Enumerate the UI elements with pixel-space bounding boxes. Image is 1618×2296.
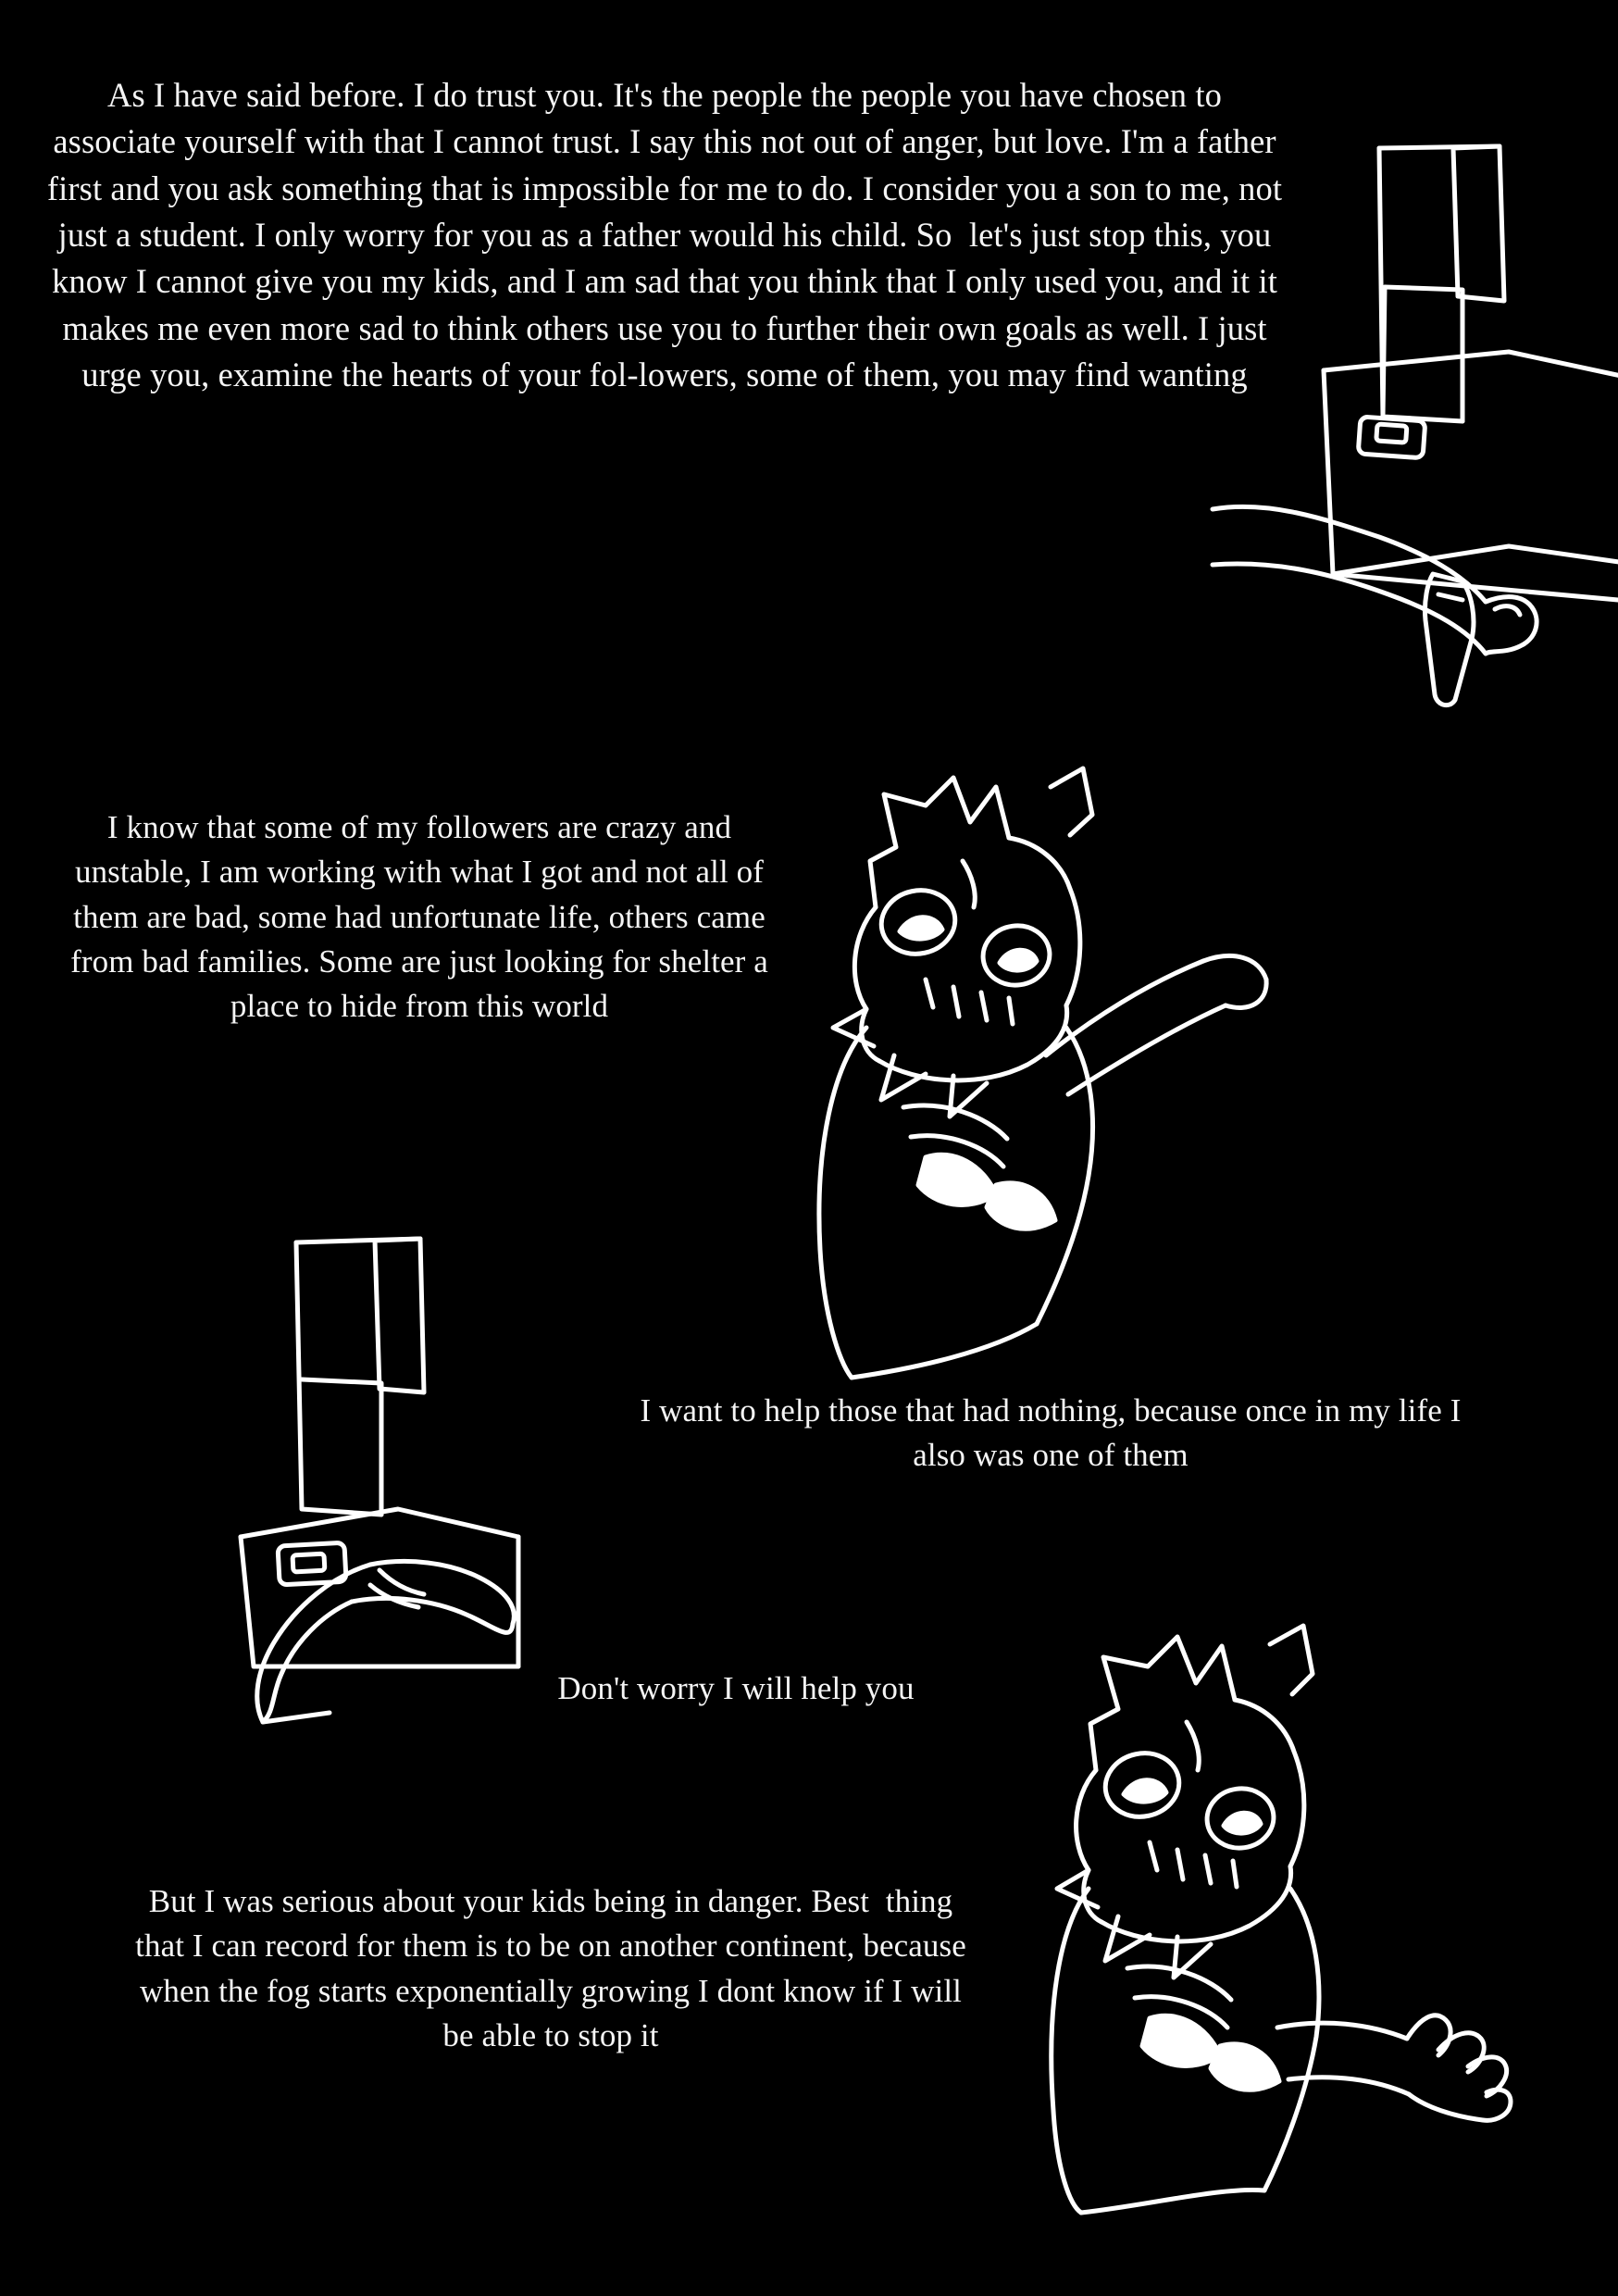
- panel-3-dialogue: I want to help those that had nothing, because once in my life I also was one of them: [640, 1392, 1470, 1474]
- art-masked-figure-lower: [1046, 1565, 1527, 2203]
- panel-1-dialogue: As I have said before. I do trust you. It's the people the people you have chosen to associate yourself with that I cannot trust. I say this not out of anger, but love. I'm a father first and you ask something that is impossible for me to do. I consider you a son to me, not just a student. I only worry for you as a father would his child. So let's just stop this, you know I cannot give you my kids, and I am sad that you think that I only used you, and it it makes me even more sad to think others use you to further their own goals as well. I just urge you, examine the hearts of your fol-lowers, some of them, you may find wanting: [46, 76, 1300, 394]
- panel-2-dialogue: I know that some of my followers are crazy and unstable, I am working with what I got and not all of them are bad, some had unfortunate life, others came from bad families. Some are just looking for shelter a place to hide from this world: [70, 809, 777, 1025]
- panel-5-dialogue: But I was serious about your kids being in danger. Best thing that I can record for them is to be on another continent, because when the fog starts exponentially growing I dont know if I will be able to stop it: [135, 1883, 975, 2053]
- art-device-top-right: [1324, 139, 1618, 694]
- panel-4-dialogue: Don't worry I will help you: [557, 1670, 915, 1706]
- art-masked-figure-upper: [815, 750, 1333, 1361]
